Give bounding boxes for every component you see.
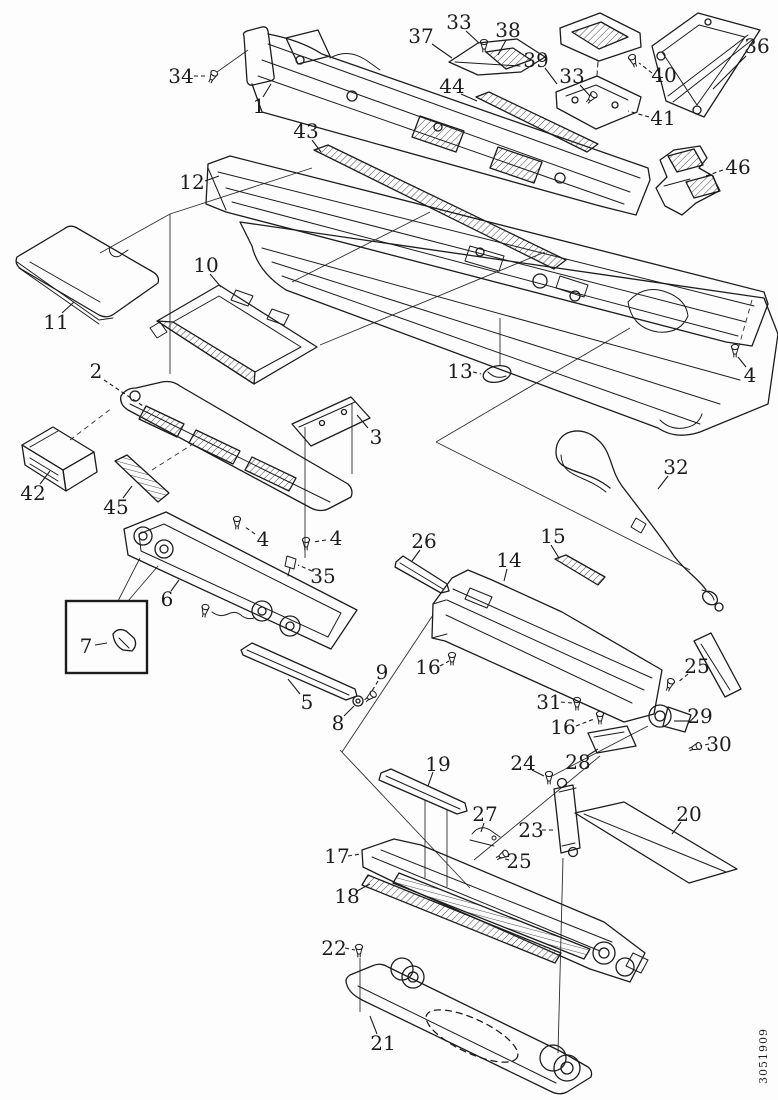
part-label-23-41: 23 [518,818,544,842]
leader-line-16-35 [576,719,594,726]
part-label-17-46: 17 [324,844,350,868]
part-label-2-16: 2 [89,359,103,383]
part-plate-3 [292,397,370,446]
part-label-26-30: 26 [411,529,437,553]
leader-line-5-27 [288,679,300,694]
part-label-6-25: 6 [160,587,174,611]
part-label-11-14: 11 [43,310,69,334]
part-label-22-48: 22 [321,936,347,960]
part-clip-35 [285,556,296,576]
part-label-24-40: 24 [510,751,536,775]
screw-4a [233,516,240,529]
leader-line-37-2 [432,44,452,58]
part-strip-19 [379,769,467,814]
screw-40 [628,54,639,68]
part-assembly-17-18 [362,839,648,982]
screw-34 [207,69,219,83]
part-label-46-11: 46 [725,155,751,179]
part-label-37-2: 37 [408,24,434,48]
screw-16b [596,711,603,724]
screw-4b [302,537,309,550]
leader-line-4-23 [313,540,326,542]
part-label-5-27: 5 [300,690,314,714]
part-label-18-47: 18 [334,884,360,908]
screw-24 [545,771,552,784]
leader-line-17-46 [348,854,361,856]
part-grommet-13 [482,363,513,384]
part-label-7-26: 7 [79,634,93,658]
part-label-29-37: 29 [687,704,713,728]
part-label-12-13: 12 [179,170,205,194]
part-label-36-10: 36 [744,34,770,58]
part-cable-32 [556,431,723,611]
part-label-21-49: 21 [370,1031,396,1055]
part-label-8-29: 8 [331,711,345,735]
part-label-41-9: 41 [650,106,676,130]
leader-line-16-33 [440,661,449,666]
part-strip-15 [555,555,605,585]
leader-line-7-26 [95,643,107,645]
part-label-44-6: 44 [439,74,465,98]
part-clip-7 [113,630,136,651]
part-grommet-8 [353,696,363,706]
part-label-43-12: 43 [293,119,319,143]
screw-4-right [731,344,738,357]
part-label-27-42: 27 [472,802,498,826]
part-label-45-19: 45 [103,495,129,519]
leader-line-4-22 [245,527,255,534]
part-label-13-20: 13 [447,359,473,383]
screw-22 [355,944,362,957]
part-panel-11 [16,226,158,324]
part-label-33-3: 33 [446,10,472,34]
part-panel-20 [575,802,737,883]
part-label-1-1: 1 [252,94,266,118]
part-plate-28 [588,726,636,753]
screw-25-right [664,678,675,692]
leader-line-8-29 [344,706,354,716]
part-label-4-21: 4 [743,363,757,387]
part-label-42-18: 42 [20,481,46,505]
part-label-14-31: 14 [496,548,522,572]
part-label-35-24: 35 [310,564,336,588]
part-label-25-36: 25 [684,654,710,678]
inset-detail-box [66,601,147,673]
part-rod-26 [395,556,449,593]
screw-16a [448,652,455,665]
figure-number: 3051909 [757,1028,770,1084]
part-label-30-38: 30 [706,732,732,756]
part-label-19-43: 19 [425,752,451,776]
screw-33a [480,39,487,52]
part-label-28-39: 28 [565,750,591,774]
screw-30 [688,742,702,753]
part-label-16-35: 16 [550,715,576,739]
part-panel-21 [346,958,592,1094]
leader-line-40-8 [639,63,652,73]
part-duct-14 [432,570,741,722]
part-label-3-17: 3 [369,425,383,449]
part-label-4-22: 4 [256,527,270,551]
part-label-40-8: 40 [651,63,677,87]
fastener-screws [200,39,738,957]
part-label-15-32: 15 [540,524,566,548]
part-dash-panel-12 [206,156,778,435]
leader-line-3-17 [357,415,368,428]
part-label-25-45: 25 [506,849,532,873]
part-label-10-15: 10 [193,253,219,277]
part-label-16-33: 16 [415,655,441,679]
part-label-39-5: 39 [523,48,549,72]
part-label-34-0: 34 [168,64,194,88]
part-label-33-7: 33 [559,64,585,88]
leader-line-13-20 [473,372,481,374]
part-tray-10 [150,285,317,384]
part-clip-27 [470,828,500,846]
part-label-20-44: 20 [676,802,702,826]
part-bracket-46 [656,146,720,215]
part-label-38-4: 38 [495,18,521,42]
part-label-32-50: 32 [663,455,689,479]
part-label-31-34: 31 [536,690,562,714]
part-label-4-23: 4 [329,526,343,550]
screw-6-bolt [200,604,209,618]
part-label-9-28: 9 [375,660,389,684]
leader-line-31-34 [561,702,572,703]
leader-line-36-10 [713,56,746,89]
